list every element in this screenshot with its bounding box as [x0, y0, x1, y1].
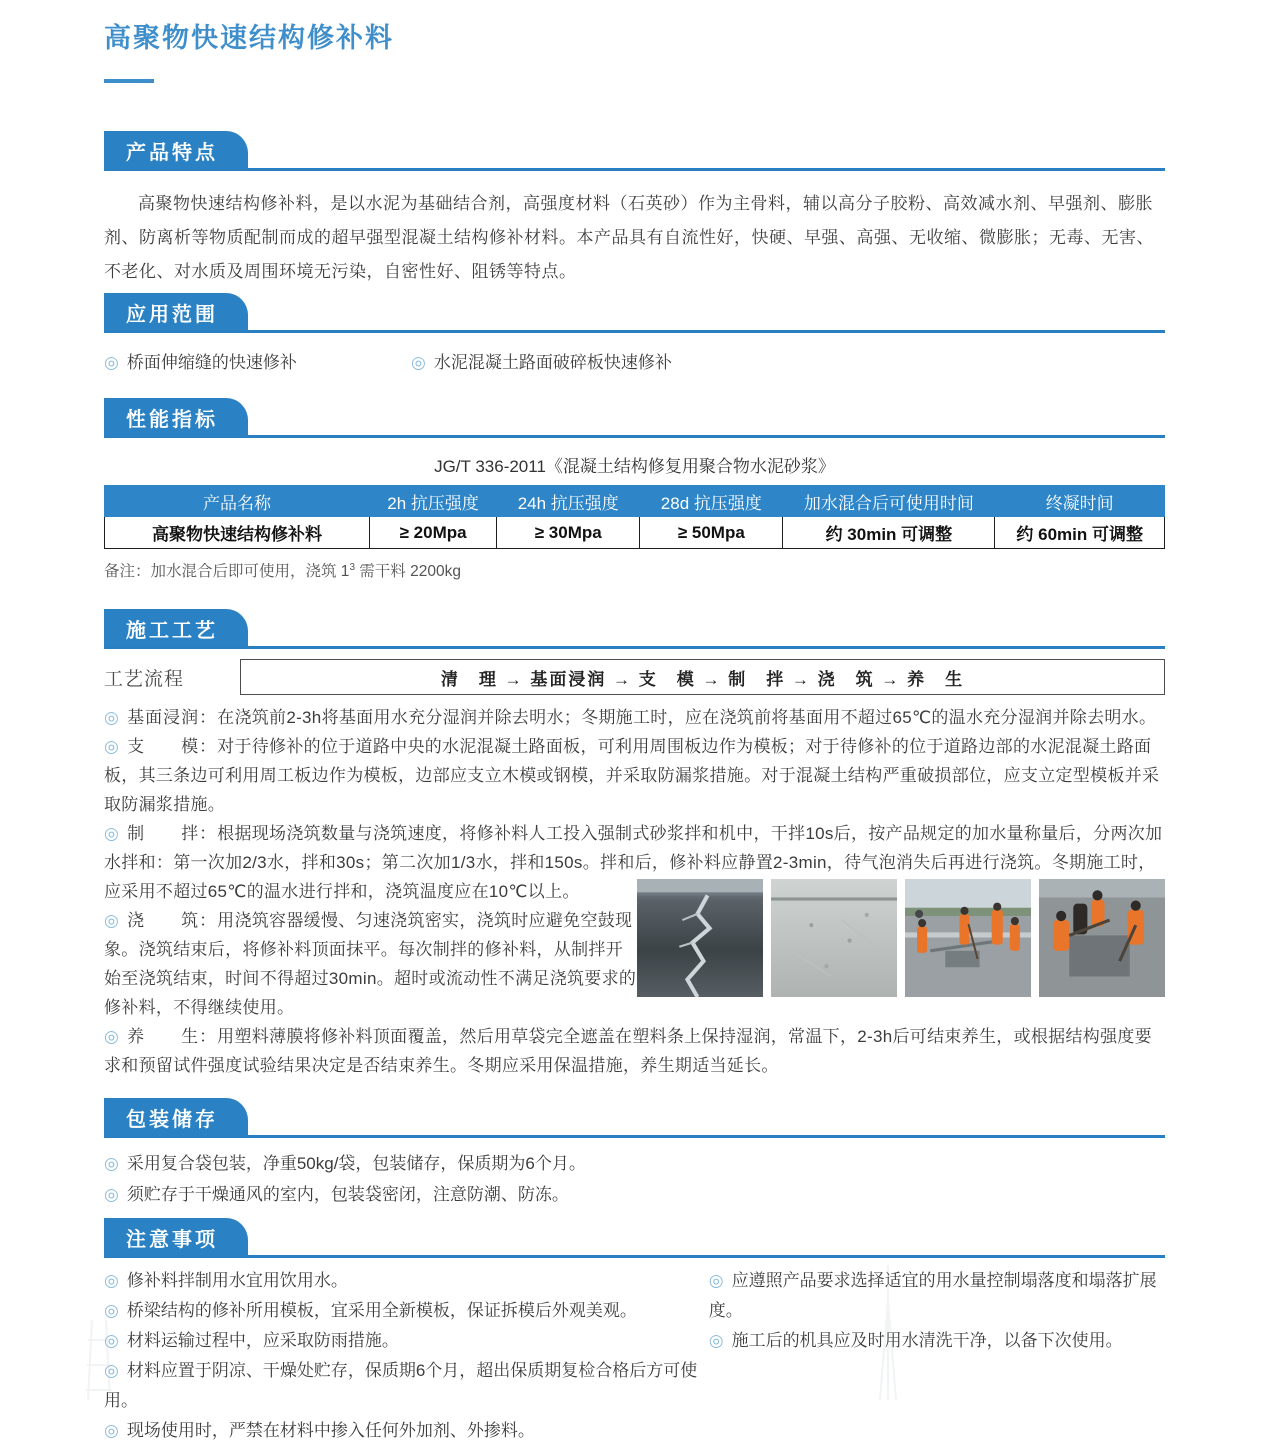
section-badge-features: 产品特点	[104, 131, 248, 169]
table-cell: 约 30min 可调整	[783, 517, 995, 549]
note-item-text: 修补料拌制用水宜用饮用水。	[126, 1271, 348, 1290]
table-row	[105, 517, 1165, 549]
notes-column-left	[104, 1266, 709, 1446]
notes-column-right	[709, 1266, 1165, 1446]
step-text: 用塑料薄膜将修补料顶面覆盖，然后用草袋完全遮盖在塑料条上保持湿润，常温下，2-3h后可结束养生，或根据结构强度要求和预留试件强度试验结果决定是否结束养生。冬期应采用保温措施，养生期适当延长。	[104, 1027, 1152, 1075]
process-step-curing	[104, 1022, 1165, 1080]
ring-bullet-icon: ◎	[104, 824, 120, 843]
table-cell: ≥ 30Mpa	[497, 517, 640, 549]
column-header: 24h 抗压强度	[497, 486, 640, 517]
note-item-text: 材料运输过程中，应采取防雨措施。	[126, 1331, 399, 1350]
notes-columns	[104, 1266, 1165, 1446]
column-header: 产品名称	[105, 486, 370, 517]
column-header: 加水混合后可使用时间	[783, 486, 995, 517]
step-term: 浇 筑：	[127, 911, 218, 930]
step-text: 根据现场浇筑数量与浇筑速度，将修补料人工投入强制式砂浆拌和机中，干拌10s后，按产品规定的加水量称量后，分两次加水拌和：第一次加2/3水，拌和30s；第二次加1/3水，拌和150s。拌和后，修补料应静置2-3min，待气泡消失后再进行浇筑。冬期施工时，应采用不超过65℃的温水进行拌和，浇筑温度应在10℃以上。	[104, 824, 1163, 901]
ring-bullet-icon: ◎	[411, 353, 426, 372]
note-item-text: 现场使用时，严禁在材料中掺入任何外加剂、外掺料。	[126, 1421, 535, 1440]
application-item	[411, 347, 672, 378]
ring-bullet-icon: ◎	[104, 1331, 119, 1350]
note-item	[104, 1296, 709, 1326]
ring-bullet-icon: ◎	[708, 1331, 724, 1350]
features-paragraph: 高聚物快速结构修补料，是以水泥为基础结合剂，高强度材料（石英砂）作为主骨料，辅以高分子胶粉、高效减水剂、早强剂、膨胀剂、防离析等物质配制而成的超早强型混凝土结构修补材料。本产品具有自流性好，快硬、早强、高强、无收缩、微膨胀；无毒、无害、不老化、对水质及周围环境无污染，自密性好、阻锈等特点。	[104, 194, 1154, 281]
page-title: 高聚物快速结构修补料	[104, 23, 394, 53]
table-note	[104, 559, 1165, 581]
note-item-text: 桥梁结构的修补所用模板，宜采用全新模板，保证拆模后外观美观。	[126, 1301, 637, 1320]
packaging-item	[104, 1148, 1165, 1179]
ring-bullet-icon: ◎	[104, 1027, 120, 1046]
section-head-notes	[104, 1218, 1165, 1258]
packaging-item-text: 须贮存于干燥通风的室内，包装袋密闭，注意防潮、防冻。	[126, 1185, 569, 1204]
note-item	[104, 1326, 709, 1356]
column-header: 2h 抗压强度	[370, 486, 497, 517]
ring-bullet-icon: ◎	[104, 1271, 119, 1290]
step-text: 对于待修补的位于道路中央的水泥混凝土路面板，可利用周围板边作为模板；对于待修补的位于道路边部的水泥混凝土路面板，其三条边可利用周工板边作为模板，边部应支立木模或钢模，并采取防漏浆措施。对于混凝土结构严重破损部位，应支立定型模板并采取防漏浆措施。	[104, 737, 1160, 814]
note-item	[709, 1266, 1165, 1326]
photo-cracked-pavement	[637, 879, 763, 997]
ring-bullet-icon: ◎	[104, 1185, 119, 1204]
packaging-item-text: 采用复合袋包装，净重50kg/袋，包装储存，保质期为6个月。	[126, 1154, 586, 1173]
standard-reference: JG/T 336-2011《混凝土结构修复用聚合物水泥砂浆》	[434, 457, 835, 476]
ring-bullet-icon: ◎	[104, 353, 119, 372]
table-note-text: 需干料 2200kg	[355, 563, 461, 580]
table-cell: ≥ 20Mpa	[370, 517, 497, 549]
section-head-packaging	[104, 1098, 1165, 1138]
application-item-label: 桥面伸缩缝的快速修补	[126, 353, 297, 372]
note-item	[709, 1326, 1165, 1356]
process-flow-row	[104, 659, 1165, 695]
photo-patch-finishing-crew	[1039, 879, 1165, 997]
ring-bullet-icon: ◎	[104, 911, 120, 930]
note-item-text: 应遵照产品要求选择适宜的用水量控制塌落度和塌落扩展度。	[708, 1271, 1157, 1320]
process-step-pouring	[104, 906, 639, 1022]
section-badge-process: 施工工艺	[104, 609, 248, 647]
note-item	[104, 1356, 709, 1416]
ring-bullet-icon: ◎	[104, 1154, 119, 1173]
photo-repaired-surface	[771, 879, 897, 997]
column-header: 终凝时间	[995, 486, 1165, 517]
ring-bullet-icon: ◎	[104, 1361, 119, 1380]
table-cell: 高聚物快速结构修补料	[105, 517, 370, 549]
step-text: 用浇筑容器缓慢、匀速浇筑密实，浇筑时应避免空鼓现象。浇筑结束后，将修补料顶面抹平。每次制拌的修补料，从制拌开始至浇筑结束，时间不得超过30min。超时或流动性不满足浇筑要求的修补料，不得继续使用。	[104, 911, 637, 1017]
note-item	[104, 1416, 709, 1446]
ring-bullet-icon: ◎	[104, 1301, 119, 1320]
ring-bullet-icon: ◎	[104, 1421, 119, 1440]
section-head-performance	[104, 398, 1165, 438]
title-underline	[104, 79, 154, 83]
packaging-list	[104, 1148, 1165, 1210]
section-head-applications	[104, 293, 1165, 333]
section-badge-applications: 应用范围	[104, 293, 248, 331]
photo-repair-crew-road	[905, 879, 1031, 997]
process-flow-label: 工艺流程	[104, 668, 185, 690]
section-badge-packaging: 包装储存	[104, 1098, 248, 1136]
table-cell: ≥ 50Mpa	[640, 517, 783, 549]
step-term: 制 拌：	[127, 824, 218, 843]
step-text: 在浇筑前2-3h将基面用水充分湿润并除去明水；冬期施工时，应在浇筑前将基面用不超过65℃的温水充分湿润并除去明水。	[217, 708, 1157, 727]
step-term: 支 模：	[127, 737, 218, 756]
construction-photos	[637, 879, 1165, 997]
section-head-features	[104, 131, 1165, 171]
table-note-superscript: 3	[349, 561, 355, 573]
table-note-text: 备注：加水混合后即可使用，浇筑 1	[104, 563, 350, 580]
ring-bullet-icon: ◎	[708, 1271, 724, 1290]
ring-bullet-icon: ◎	[104, 737, 120, 756]
performance-table	[104, 485, 1165, 549]
section-badge-performance: 性能指标	[104, 398, 248, 436]
note-item	[104, 1266, 709, 1296]
step-term: 养 生：	[127, 1027, 218, 1046]
table-header-row	[105, 486, 1165, 517]
table-cell: 约 60min 可调整	[995, 517, 1165, 549]
applications-list	[104, 347, 1165, 378]
column-header: 28d 抗压强度	[640, 486, 783, 517]
application-item	[104, 347, 411, 378]
application-item-label: 水泥混凝土路面破碎板快速修补	[433, 353, 672, 372]
process-step-soaking	[104, 703, 1165, 732]
section-head-process	[104, 609, 1165, 649]
process-steps	[104, 703, 1165, 1080]
ring-bullet-icon: ◎	[104, 708, 120, 727]
section-badge-notes: 注意事项	[104, 1218, 248, 1256]
process-step-formwork	[104, 732, 1165, 819]
packaging-item	[104, 1179, 1165, 1210]
note-item-text: 材料应置于阴凉、干燥处贮存，保质期6个月，超出保质期复检合格后方可使用。	[104, 1361, 698, 1410]
step-term: 基面浸润：	[127, 708, 218, 727]
note-item-text: 施工后的机具应及时用水清洗干净，以备下次使用。	[731, 1331, 1123, 1350]
process-flow-diagram: 清 理 → 基面浸润 → 支 模 → 制 拌 → 浇 筑 → 养 生	[240, 659, 1165, 695]
